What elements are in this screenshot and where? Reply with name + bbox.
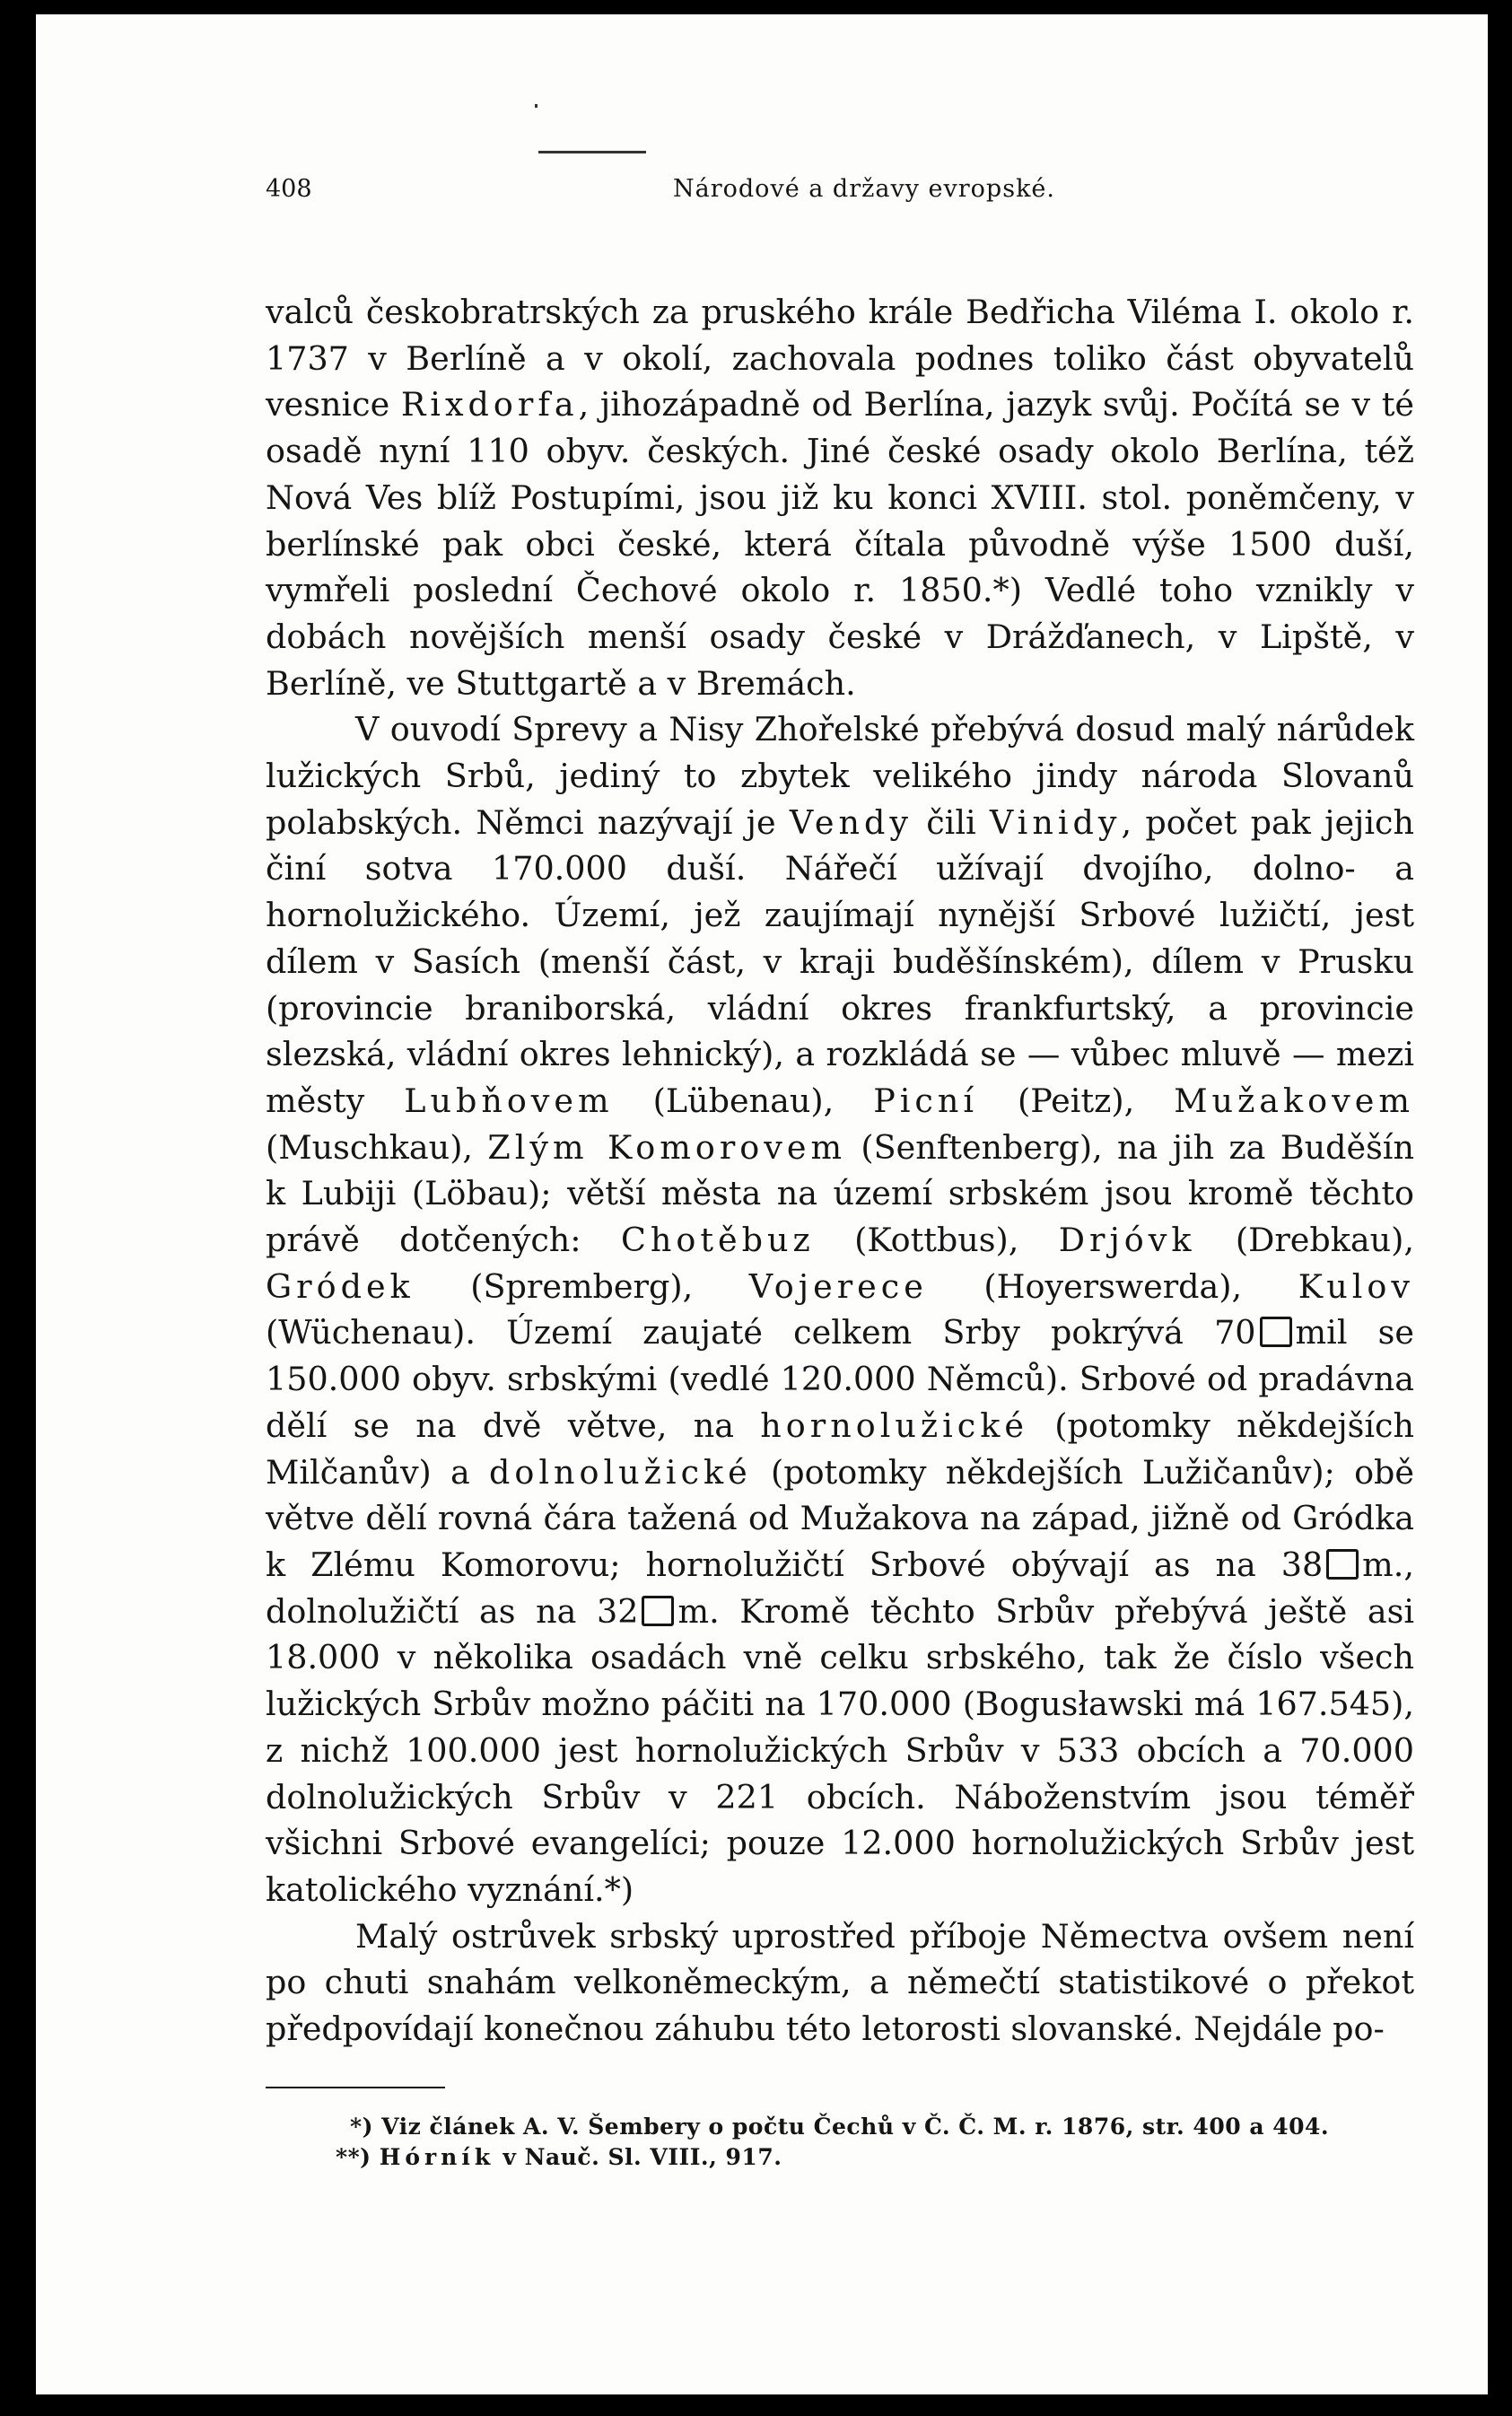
footnote-author: Hórník: [379, 2143, 495, 2170]
spaced-term: Gródek: [266, 1266, 415, 1306]
spaced-term: dolnolužické: [489, 1452, 752, 1492]
text-run: (Spremberg),: [414, 1266, 749, 1306]
text-run: (Drebkau),: [1195, 1221, 1414, 1260]
text-run: , jihozápadně od Berlína, jazyk svůj. Počítá se v té osadě nyní 110 obyv. českých. Jiné české osady okolo Berlína, též Nová Ves blíž Postupími, jsou již ku konci XVIII. stol. poněmčeny, v berlínské pak obci české, která čítala původně výše 1500 duší, vymřeli poslední Čechové okolo r. 1850.*) Vedlé toho vznikly v dobách novějších menší osady české v Drážďanech, v Lipště, v Berlíně, ve Stuttgartě a v Bremách.: [266, 385, 1414, 703]
text-run: (potomky někdejších Milčanův) a: [266, 1405, 1415, 1492]
paragraph-3: [266, 1913, 1414, 2053]
text-run: mil se 150.000 obyv. srbskými (vedlé 120.000 Němců). Srbové od pradávna dělí se na dvě větve, na: [266, 1313, 1414, 1445]
text-run: m. Kromě těchto Srbův přebývá ještě asi 18.000 v několika osadách vně celku srbského, tak že číslo všech lužických Srbův možno páčiti na 170.000 (Bogusławski má 167.545), z nichž 100.000 jest hornolužických Srbův v 533 obcích a 70.000 dolnolužických Srbův v 221 obcích. Náboženstvím jsou téměř všichni Srbové evangelíci; pouze 12.000 hornolužických Srbův jest katolického vyznání.*): [266, 1591, 1414, 1909]
text-run: m., dolnolužičtí as na 32: [266, 1545, 1414, 1631]
square-mile-symbol: [642, 1596, 674, 1626]
text-run: (Lübenau),: [613, 1081, 874, 1120]
footnote-rule: [266, 2087, 445, 2088]
text-run: (Peitz),: [978, 1081, 1175, 1120]
text-run: , počet pak jejich činí sotva 170.000 duší. Nářečí užívají dvojího, dolno- a hornolužického. Území, jež zaujímají nynější Srbové lužičtí, jest dílem v Sasích (menší část, v kraji buděšínském), dílem v Prusku (provincie braniborská, vládní okres frankfurtský, a provincie slezská, vládní okres lehnický), a rozkládá se — vůbec mluvě — mezi městy: [266, 802, 1414, 1120]
text-run: valců českobratrských za pruského krále Bedřicha Viléma I. okolo r. 1737 v Berlíně a v okolí, zachovala podnes toliko část obyvatelů vesnice: [266, 293, 1414, 425]
page-number: 408: [266, 175, 312, 203]
square-mile-symbol: [1326, 1549, 1359, 1580]
spaced-term: Vendy: [789, 802, 913, 842]
spaced-term: Zlým Komorovem: [487, 1127, 847, 1167]
text-run: (potomky někdejších Lužičanův); obě větve dělí rovná čára tažená od Mužakova na západ, jižně od Gródka k Zlému Komorovu; hornolužičtí Srbové obývají as na 38: [266, 1452, 1415, 1584]
text-run: (Muschkau),: [266, 1127, 488, 1167]
scan-speck: [535, 104, 538, 108]
text-run: (Kottbus),: [814, 1221, 1059, 1260]
spaced-term: Mužakovem: [1174, 1081, 1414, 1120]
footnote-2: [266, 2142, 1414, 2173]
running-head: [266, 176, 1055, 203]
footnote-text: Viz článek A. V. Šembery o počtu Čechů v Č. Č. M. r. 1876, str. 400 a 404.: [381, 2113, 1330, 2140]
footnote-text: v Nauč. Sl. VIII., 917.: [503, 2143, 782, 2170]
paragraph-2: [266, 706, 1414, 1913]
square-mile-symbol: [1260, 1317, 1292, 1347]
spaced-term: Lubňovem: [404, 1081, 614, 1120]
text-run: (Senftenberg), na jih za Buděšín k Lubiji (Löbau); větší města na území srbském jsou kromě těchto právě dotčených:: [266, 1127, 1414, 1260]
footnote-mark: *): [350, 2113, 373, 2140]
spaced-term: Chotěbuz: [620, 1221, 815, 1260]
spaced-term: Vinidy: [989, 802, 1122, 842]
text-block: [266, 176, 1414, 2173]
spaced-term: Kulov: [1298, 1266, 1414, 1306]
text-run: (Hoyerswerda),: [927, 1266, 1298, 1306]
spaced-term: Drjóvk: [1058, 1221, 1196, 1260]
paragraph-1: [266, 289, 1414, 706]
text-run: (Wüchenau). Území zaujaté celkem Srby pokrývá 70: [266, 1313, 1256, 1352]
spaced-term: hornolužické: [760, 1405, 1028, 1445]
spaced-term: Rixdorfa: [400, 385, 579, 425]
footnote-mark: **): [336, 2143, 371, 2170]
spaced-term: Picní: [873, 1081, 979, 1120]
scan-mark: [538, 151, 646, 153]
text-run: čili: [912, 802, 990, 842]
running-title: Národové a državy evropské.: [673, 175, 1055, 203]
text-run: V ouvodí Sprevy a Nisy Zhořelské přebývá dosud malý nárůdek lužických Srbů, jediný to zbytek velikého jindy národa Slovanů polabských. Němci nazývají je: [266, 710, 1414, 842]
text-run: Malý ostrůvek srbský uprostřed příboje Němectva ovšem není po chuti snahám velkoněmeckým, a němečtí statistikové o překot předpovídají konečnou záhubu této letorosti slovanské. Nejdále po-: [266, 1916, 1414, 2049]
footnote-1: [266, 2112, 1414, 2142]
spaced-term: Vojerece: [748, 1266, 928, 1306]
